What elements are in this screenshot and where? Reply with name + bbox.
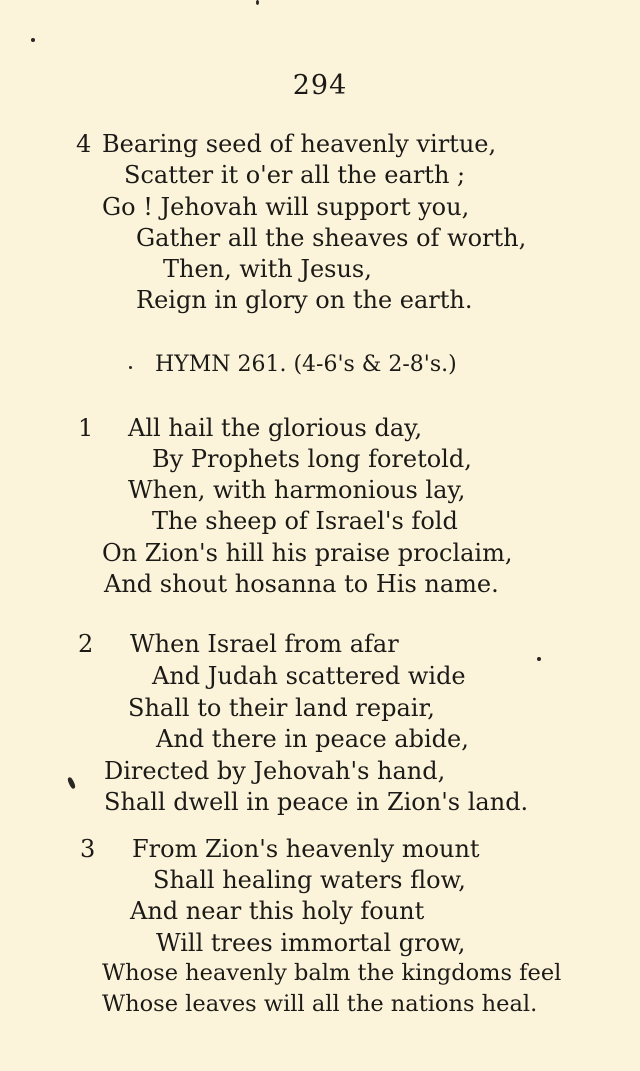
ink-speck [129,366,132,369]
ink-speck [31,38,35,42]
verse-line: Bearing seed of heavenly virtue, [102,130,497,158]
ink-mark [67,777,77,790]
verse-line: And there in peace abide, [156,725,469,753]
verse-line: And shout hosanna to His name. [104,570,499,598]
verse-line: From Zion's heavenly mount [132,835,480,863]
verse-line: And near this holy fount [130,897,425,925]
ink-speck [256,0,259,5]
verse-line: On Zion's hill his praise proclaim, [102,539,513,567]
verse-line: When Israel from afar [130,630,399,658]
verse-line: By Prophets long foretold, [152,445,472,473]
hymn-title: HYMN 261. (4-6's & 2-8's.) [155,352,457,377]
verse-line: Reign in glory on the earth. [136,286,473,314]
verse-line: Gather all the sheaves of worth, [136,224,527,252]
page-number: 294 [292,70,348,101]
verse-number: 4 [76,130,92,158]
verse-line: Then, with Jesus, [163,255,372,283]
verse-number: 1 [78,414,94,442]
ink-speck [537,657,541,661]
verse-number: 3 [80,835,96,863]
verse-line: Shall dwell in peace in Zion's land. [104,788,529,816]
verse-line: Directed by Jehovah's hand, [104,757,446,785]
verse-line: Shall healing waters flow, [153,866,466,894]
verse-number: 2 [78,630,94,658]
verse-line: Will trees immortal grow, [156,929,466,957]
verse-line: Shall to their land repair, [128,694,435,722]
verse-line: Whose leaves will all the nations heal. [102,991,538,1017]
verse-line: Scatter it o'er all the earth ; [124,161,466,189]
verse-line: And Judah scattered wide [152,662,466,690]
verse-line: Go ! Jehovah will support you, [102,193,470,221]
verse-line: The sheep of Israel's fold [152,507,458,535]
verse-line: Whose heavenly balm the kingdoms feel [102,960,562,986]
verse-line: All hail the glorious day, [128,414,423,442]
verse-line: When, with harmonious lay, [128,476,466,504]
